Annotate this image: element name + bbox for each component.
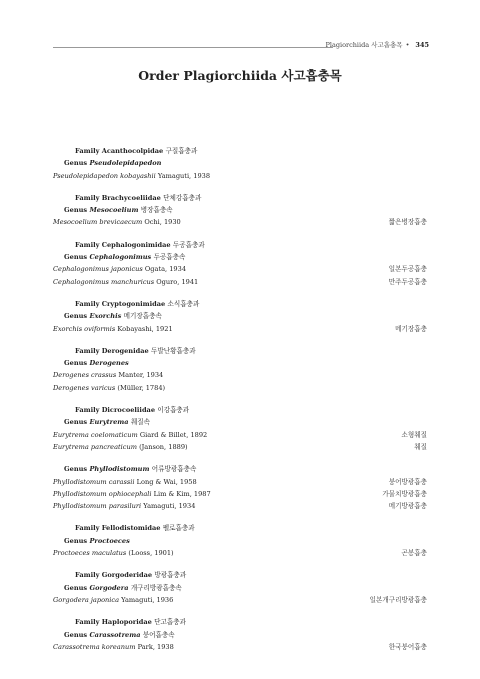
species-korean-name: 곤봉흡충 [401, 549, 427, 558]
genus-name: Mesocoelium [89, 206, 139, 215]
family-korean-name: 소식흡충과 [167, 299, 200, 308]
genus-korean-name: 어류방광흡충속 [151, 465, 197, 474]
species-binomial: Gorgodera japonica [53, 595, 120, 604]
page-title: Order Plagiorchiida 사고흡충목 [138, 68, 342, 83]
family-heading [53, 345, 427, 357]
family-heading [53, 298, 427, 310]
genus-label: Genus [64, 159, 90, 168]
family-name: Family Cephalogonimidae [75, 240, 171, 249]
species-authority: Manter, 1934 [118, 371, 164, 380]
family-heading [53, 239, 427, 251]
family-korean-name: 펠로흡충과 [162, 524, 195, 533]
species-binomial: Carassotrema koreanum [53, 642, 136, 651]
species-entry [53, 382, 165, 394]
genus-heading [53, 310, 427, 322]
genus-name: Cephalogonimus [89, 253, 152, 262]
species-authority: Lim & Kim, 1987 [153, 489, 211, 498]
species-row [53, 263, 427, 275]
family-block [53, 239, 427, 288]
species-binomial: Derogenes crassus [53, 371, 117, 380]
species-entry [53, 500, 195, 512]
family-korean-name: 방광흡충과 [154, 571, 187, 580]
species-row [53, 382, 427, 394]
genus-name: Proctoeces [89, 536, 130, 545]
genus-heading [53, 629, 427, 641]
genus-heading [53, 157, 427, 169]
species-entry [53, 441, 188, 453]
genus-name: Derogenes [89, 359, 129, 368]
species-authority: (Janson, 1889) [139, 442, 188, 451]
species-authority: Ochi, 1930 [144, 218, 181, 227]
family-block [53, 616, 427, 653]
species-entry [53, 216, 181, 228]
species-korean-name: 일본개구리방광흡충 [369, 595, 427, 604]
species-authority: Ogata, 1934 [144, 265, 187, 274]
species-entry [53, 488, 211, 500]
family-heading [53, 616, 427, 628]
species-authority: Yamaguti, 1936 [121, 595, 174, 604]
running-head [326, 40, 430, 49]
species-korean-name: 메기방광흡충 [388, 502, 427, 511]
genus-label: Genus [64, 583, 90, 592]
species-korean-name: 붕어방광흡충 [388, 477, 427, 486]
genus-name: Exorchis [89, 312, 122, 321]
genus-heading [53, 463, 427, 475]
species-korean-name: 메기장흡충 [395, 324, 427, 333]
genus-name: Gorgodera [89, 583, 129, 592]
header-rule [53, 47, 333, 48]
running-head-bullet: • [405, 41, 410, 49]
species-entry [53, 276, 198, 288]
species-authority: Yamaguti, 1934 [143, 502, 196, 511]
genus-heading [53, 204, 427, 216]
species-entry [53, 594, 173, 606]
species-row [53, 429, 427, 441]
species-entry [53, 369, 163, 381]
species-authority: (Looss, 1901) [128, 549, 174, 558]
species-entry [53, 170, 210, 182]
species-entry [53, 641, 174, 653]
genus-korean-name: 개구리방광흡충속 [130, 583, 182, 592]
family-block [53, 145, 427, 182]
family-heading [53, 404, 427, 416]
genus-label: Genus [64, 465, 90, 474]
species-binomial: Eurytrema pancreaticum [53, 442, 137, 451]
species-binomial: Eurytrema coelomaticum [53, 430, 138, 439]
genus-korean-name: 두공흡충속 [153, 253, 186, 262]
genus-label: Genus [64, 253, 90, 262]
family-name: Family Cryptogonimidae [75, 299, 166, 308]
species-authority: Yamaguti, 1938 [157, 171, 211, 180]
species-entry [53, 323, 173, 335]
species-authority: Kobayashi, 1921 [117, 324, 173, 333]
species-binomial: Derogenes varicus [53, 383, 116, 392]
family-block [53, 522, 427, 559]
family-korean-name: 구질흡충과 [165, 147, 198, 155]
genus-name: Pseudolepidapedon [89, 159, 162, 168]
species-entry [53, 429, 207, 441]
family-korean-name: 두공흡충과 [172, 240, 205, 249]
family-block [53, 569, 427, 606]
species-korean-name: 한국붕어흡충 [388, 642, 427, 651]
genus-korean-name: 병장흡충속 [140, 206, 173, 215]
species-korean-name: 가물치방광흡충 [382, 489, 427, 498]
running-head-text: Plagiorchiida 사고흡충목 [325, 41, 403, 49]
family-block [53, 192, 427, 229]
species-row [53, 441, 427, 453]
family-heading [53, 522, 427, 534]
species-row [53, 488, 427, 500]
taxonomy-list [53, 145, 427, 663]
family-korean-name: 단고흡충과 [154, 618, 186, 627]
genus-korean-name: 췌질속 [130, 418, 150, 427]
page-number: 345 [415, 41, 429, 49]
family-heading [53, 192, 427, 204]
species-row [53, 323, 427, 335]
species-binomial: Pseudolepidapedon kobayashii [53, 171, 156, 180]
genus-heading [53, 357, 427, 369]
genus-heading [53, 535, 427, 547]
genus-heading [53, 251, 427, 263]
family-name: Family Gorgoderidae [75, 571, 153, 580]
species-binomial: Phyllodistomum parasiluri [53, 502, 142, 511]
species-authority: Oguro, 1941 [156, 277, 199, 286]
genus-korean-name: 붕어흡충속 [142, 630, 175, 639]
family-heading [53, 145, 427, 157]
family-block [53, 345, 427, 394]
species-row [53, 500, 427, 512]
genus-name: Phyllodistomum [89, 465, 150, 474]
species-row [53, 641, 427, 653]
genus-label: Genus [64, 206, 90, 215]
species-entry [53, 547, 174, 559]
family-heading [53, 569, 427, 581]
family-name: Family Acanthocolpidae [75, 147, 164, 155]
family-korean-name: 단체강흡충과 [163, 193, 202, 202]
species-authority: Giard & Billet, 1892 [139, 430, 208, 439]
species-binomial: Phyllodistomum ophiocephali [53, 489, 152, 498]
family-korean-name: 두발난황흡충과 [150, 346, 196, 355]
species-binomial: Proctoeces maculatus [53, 549, 127, 558]
species-korean-name: 짧은병장흡충 [388, 218, 427, 227]
family-name: Family Brachycoeliidae [75, 193, 161, 202]
species-authority: (Müller, 1784) [117, 383, 166, 392]
genus-korean-name: 메기장흡충속 [123, 312, 162, 321]
species-row [53, 369, 427, 381]
species-binomial: Phyllodistomum carassii [53, 477, 135, 486]
species-binomial: Cephalogonimus manchuricus [53, 277, 155, 286]
genus-heading [53, 582, 427, 594]
genus-label: Genus [64, 536, 90, 545]
species-row [53, 216, 427, 228]
family-name: Family Haploporidae [75, 618, 152, 627]
genus-label: Genus [64, 630, 90, 639]
species-row [53, 276, 427, 288]
species-korean-name: 만주두공흡충 [388, 277, 427, 286]
genus-label: Genus [64, 359, 90, 368]
genus-name: Eurytrema [89, 418, 129, 427]
species-korean-name: 소형췌질 [401, 430, 427, 439]
species-binomial: Exorchis oviformis [53, 324, 116, 333]
genus-name: Carassotrema [89, 630, 141, 639]
species-authority: Long & Wai, 1958 [136, 477, 197, 486]
family-block [53, 404, 427, 512]
species-row [53, 594, 427, 606]
genus-label: Genus [64, 312, 90, 321]
species-entry [53, 263, 186, 275]
species-korean-name: 췌질 [414, 442, 427, 451]
species-row [53, 547, 427, 559]
family-name: Family Dicrocoeliidae [75, 406, 156, 415]
genus-label: Genus [64, 418, 90, 427]
family-name: Family Derogenidae [75, 346, 149, 355]
family-block [53, 298, 427, 335]
species-authority: Park, 1938 [137, 642, 174, 651]
family-name: Family Fellodistomidae [75, 524, 161, 533]
species-row [53, 170, 427, 182]
species-korean-name: 일본두공흡충 [388, 265, 427, 274]
genus-heading [53, 416, 427, 428]
species-entry [53, 476, 197, 488]
species-binomial: Cephalogonimus japonicus [53, 265, 143, 274]
family-korean-name: 이강흡충과 [157, 406, 190, 415]
species-binomial: Mesocoelium brevicaecum [53, 218, 143, 227]
species-row [53, 476, 427, 488]
